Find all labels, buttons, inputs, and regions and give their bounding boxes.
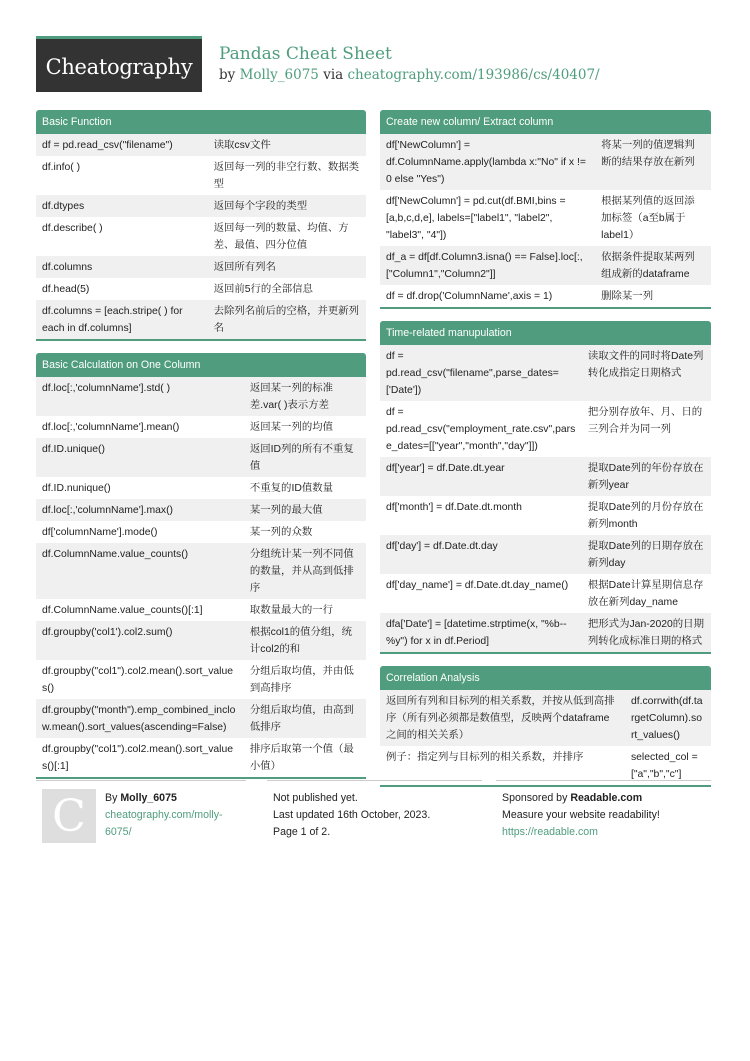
row-description: 根据Date计算星期信息存放在新列day_name <box>587 580 704 608</box>
table-row <box>36 660 366 699</box>
section-time-related-manupulation <box>380 321 711 654</box>
table-row <box>380 285 711 307</box>
last-updated: Last updated 16th October, 2023. <box>273 809 431 821</box>
table-row <box>36 543 366 599</box>
sponsor-tagline: Measure your website readability! <box>502 809 660 821</box>
row-description: 取数量最大的一行 <box>249 605 334 616</box>
sheet-url-link[interactable]: cheatography.com/193986/cs/40407/ <box>347 67 600 83</box>
row-description: 某一列的众数 <box>249 527 313 538</box>
byline <box>219 67 600 83</box>
page-number: Page 1 of 2. <box>273 826 331 838</box>
footer-by-label: By <box>105 792 118 804</box>
row-code: df.columns <box>36 256 208 278</box>
section-title: Time-related manupulation <box>380 321 711 345</box>
footer-author-line <box>105 790 245 807</box>
footer-author <box>105 790 245 841</box>
section-correlation-analysis <box>380 666 711 787</box>
row-description: 分组统计某一列不同值的数量，并从高到低排序 <box>244 543 366 599</box>
published-status: Not published yet. <box>273 792 358 804</box>
row-code: df.loc[:,'columnName'].max() <box>36 499 244 521</box>
row-code: df = pd.read_csv("filename") <box>36 134 208 156</box>
header <box>36 36 716 94</box>
table-row <box>36 699 366 738</box>
section-table <box>36 134 366 339</box>
row-description: 根据col1的值分组，统计col2的和 <box>244 621 366 660</box>
sponsor-url[interactable]: https://readable.com <box>502 826 598 838</box>
section-create-new-column-extract-column <box>380 110 711 309</box>
row-code: df['columnName'].mode() <box>42 527 158 538</box>
row-description: 返回前5行的全部信息 <box>213 284 313 295</box>
footer-publish-info <box>273 790 483 841</box>
page-title: Pandas Cheat Sheet <box>219 44 392 64</box>
row-code: df = pd.read_csv("filename",parse_dates=['Date']) <box>380 345 582 401</box>
via-label: via <box>323 67 344 83</box>
table-row <box>380 496 711 535</box>
table-row <box>380 190 711 246</box>
section-table <box>380 690 711 785</box>
table-row <box>36 377 366 416</box>
row-description: 分组后取均值，并由低到高排序 <box>249 666 354 694</box>
row-description: 把分别存放年、月、日的三列合并为同一列 <box>587 407 703 435</box>
row-description: 删除某一列 <box>601 291 654 302</box>
table-row <box>380 246 711 285</box>
row-description: 提取Date列的月份存放在新列month <box>587 502 704 530</box>
row-description: 读取文件的同时将Date列转化成指定日期格式 <box>582 345 711 401</box>
row-code: df.groupby("col1").col2.mean().sort_values()[:1] <box>42 744 234 772</box>
row-description: 返回每一列的非空行数、数据类型 <box>213 162 360 190</box>
row-description: 返回某一列的均值 <box>249 422 334 433</box>
row-code: dfa['Date'] = [datetime.strptime(x, "%b--%y") for x in df.Period] <box>380 613 582 652</box>
section-title: Basic Function <box>36 110 366 134</box>
table-row <box>36 521 366 543</box>
sponsor-name: Readable.com <box>570 792 643 804</box>
table-row <box>380 134 711 190</box>
row-code: df.ColumnName.value_counts() <box>36 543 244 599</box>
row-description: 去除列名前后的空格，并更新列名 <box>208 300 366 339</box>
footer-divider <box>496 780 711 781</box>
row-code: 例子：指定列与目标列的相关系数，并排序 <box>386 752 584 763</box>
sponsor-line <box>502 790 712 807</box>
row-code: df.dtypes <box>36 195 208 217</box>
row-description: 某一列的最大值 <box>244 499 366 521</box>
table-row <box>380 574 711 613</box>
row-code: df.ID.nunique() <box>42 483 111 494</box>
footer-author-url-cont[interactable]: 6075/ <box>105 826 132 838</box>
section-table <box>36 377 366 777</box>
logo-text: Cheatography <box>45 55 193 79</box>
table-row <box>36 599 366 621</box>
row-description: 返回每一列的数量、均值、方差、最值、四分位值 <box>213 223 349 251</box>
table-row <box>36 738 366 777</box>
row-code: df.groupby("col1").col2.mean().sort_values() <box>42 666 234 694</box>
row-description: 不重复的ID值数量 <box>249 483 334 494</box>
row-description: selected_col = ["a","b","c"] <box>630 752 698 780</box>
section-table <box>380 134 711 307</box>
row-code: df.columns = [each.stripe( ) for each in df.columns] <box>36 300 208 339</box>
row-description: 将某一列的值逻辑判断的结果存放在新列 <box>595 134 711 190</box>
section-title: Basic Calculation on One Column <box>36 353 366 377</box>
table-row <box>36 416 366 438</box>
row-code: df.ID.unique() <box>36 438 244 477</box>
section-title: Create new column/ Extract column <box>380 110 711 134</box>
row-description: 读取csv文件 <box>208 134 366 156</box>
table-row <box>36 300 366 339</box>
author-link[interactable]: Molly_6075 <box>239 67 319 83</box>
row-description: 返回ID列的所有不重复值 <box>244 438 366 477</box>
footer-divider <box>36 780 246 781</box>
row-code: df.describe( ) <box>42 223 103 234</box>
table-row <box>36 217 366 256</box>
section-basic-calculation-on-one-column <box>36 353 366 779</box>
table-row <box>36 156 366 195</box>
table-row <box>36 499 366 521</box>
by-label: by <box>219 67 236 83</box>
table-row <box>380 535 711 574</box>
row-description: 排序后取第一个值（最小值） <box>249 744 354 772</box>
row-description: df.corrwith(df.targetColumn).sort_values() <box>625 690 711 746</box>
table-row <box>380 457 711 496</box>
cheatography-logo[interactable] <box>36 36 202 92</box>
row-code: df['day'] = df.Date.dt.day <box>380 535 582 574</box>
table-row <box>380 401 711 457</box>
row-description: 根据某列值的返回添加标签（a至b属于label1） <box>601 196 695 241</box>
row-code: df.loc[:,'columnName'].std( ) <box>36 377 244 416</box>
table-row <box>36 278 366 300</box>
avatar-letter: C <box>52 791 86 842</box>
row-code: df.groupby("month").emp_combined_inclow.mean().sort_values(ascending=False) <box>36 699 244 738</box>
table-row <box>380 345 711 401</box>
row-code: df.info( ) <box>42 162 81 173</box>
section-title: Correlation Analysis <box>380 666 711 690</box>
row-description: 提取Date列的日期存放在新列day <box>582 535 711 574</box>
table-row <box>380 613 711 652</box>
row-description: 依据条件提取某两列组成新的dataframe <box>595 246 711 285</box>
row-description: 返回所有列名 <box>208 256 366 278</box>
sponsored-by-label: Sponsored by <box>502 792 568 804</box>
row-code: df['day_name'] = df.Date.dt.day_name() <box>386 580 569 591</box>
row-code: df.loc[:,'columnName'].mean() <box>42 422 180 433</box>
row-code: df_a = df[df.Column3.isna() == False].loc[:, ["Column1","Column2"]] <box>380 246 595 285</box>
row-description: 提取Date列的年份存放在新列year <box>582 457 711 496</box>
row-code: df = pd.read_csv("employment_rate.csv",parse_dates=[["year","month","day"]]) <box>386 407 576 452</box>
table-row <box>36 477 366 499</box>
table-row <box>380 690 711 746</box>
row-description: 返回每个字段的类型 <box>208 195 366 217</box>
row-code: df.ColumnName.value_counts()[:1] <box>42 605 203 616</box>
row-code: df = df.drop('ColumnName',axis = 1) <box>386 291 553 302</box>
row-code: df['NewColumn'] = pd.cut(df.BMI,bins = [a,b,c,d,e], labels=["label1", "label2", "label3", "4"]) <box>386 196 566 241</box>
row-code: df['month'] = df.Date.dt.month <box>386 502 522 513</box>
row-code: df.groupby('col1').col2.sum() <box>36 621 244 660</box>
row-code: df['year'] = df.Date.dt.year <box>380 457 582 496</box>
row-code: 返回所有列和目标列的相关系数，并按从低到高排序（所有列必须都是数值型，反映两个dataframe之间的相关关系） <box>380 690 625 746</box>
row-description: 把形式为Jan-2020的日期列转化成标准日期的格式 <box>582 613 711 652</box>
footer <box>36 780 711 850</box>
table-row <box>36 195 366 217</box>
table-row <box>36 256 366 278</box>
row-description: 返回某一列的标准差.var( )表示方差 <box>244 377 366 416</box>
table-row <box>36 134 366 156</box>
footer-divider <box>267 780 482 781</box>
footer-sponsor <box>502 790 712 841</box>
table-row <box>36 438 366 477</box>
table-row <box>36 621 366 660</box>
section-basic-function <box>36 110 366 341</box>
left-column <box>36 110 366 791</box>
section-table <box>380 345 711 652</box>
row-code: df.head(5) <box>42 284 90 295</box>
right-column <box>380 110 711 799</box>
row-code: df['NewColumn'] = df.ColumnName.apply(lambda x:"No" if x != 0 else "Yes") <box>380 134 595 190</box>
avatar[interactable] <box>42 789 96 843</box>
footer-author-url[interactable]: cheatography.com/molly- <box>105 809 223 821</box>
row-description: 分组后取均值，由高到低排序 <box>244 699 366 738</box>
footer-author-name: Molly_6075 <box>120 792 177 804</box>
